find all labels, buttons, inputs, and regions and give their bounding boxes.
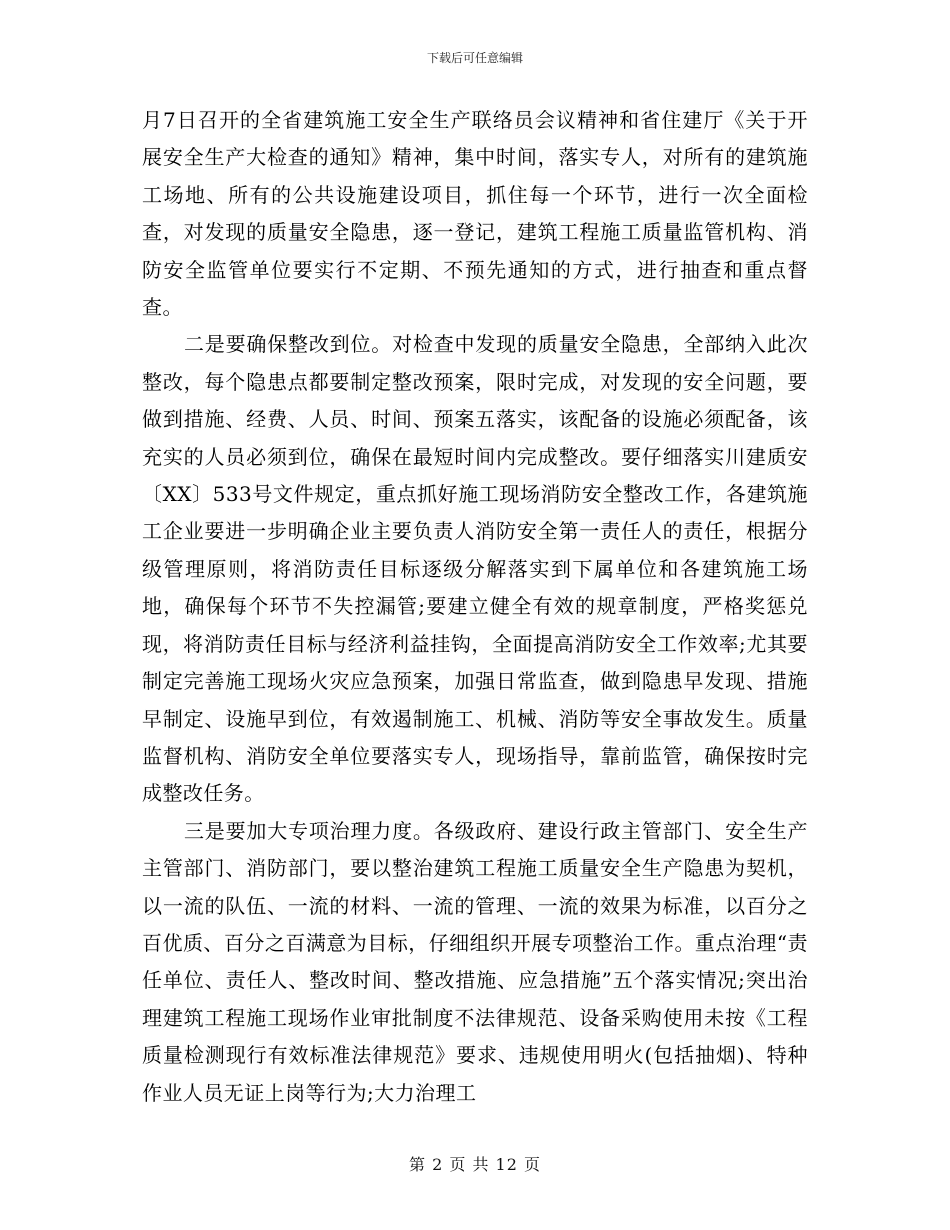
paragraph-continuation: 月7日召开的全省建筑施工安全生产联络员会议精神和省住建厅《关于开展安全生产大检查的通知》精神，集中时间，落实专人，对所有的建筑施工场地、所有的公共设施建设项目，抓住每一个环节，进行一次全面检查，对发现的质量安全隐患，逐一登记，建筑工程施工质量监管机构、消防安全监管单位要实行不定期、不预先通知的方式，进行抽查和重点督查。 [142,108,808,320]
paragraph-rectification: 二是要确保整改到位。对检查中发现的质量安全隐患，全部纳入此次整改，每个隐患点都要制定整改预案，限时完成，对发现的安全问题，要做到措施、经费、人员、时间、预案五落实，该配备的设施必须配备，该充实的人员必须到位，确保在最短时间内完成整改。要仔细落实川建质安〔XX〕533号文件规定，重点抓好施工现场消防安全整改工作，各建筑施工企业要进一步明确企业主要负责人消防安全第一责任人的责任，根据分级管理原则，将消防责任目标逐级分解落实到下属单位和各建筑施工场地，确保每个环节不失控漏管;要建立健全有效的规章制度，严格奖惩兑现，将消防责任目标与经济利益挂钩，全面提高消防安全工作效率;尤其要制定完善施工现场火灾应急预案，加强日常监查，做到隐患早发现、措施早制定、设施早到位，有效遏制施工、机械、消防等安全事故发生。质量监督机构、消防安全单位要落实专人，现场指导，靠前监管，确保按时完成整改任务。 [142,332,808,806]
document-body [142,102,808,1112]
paragraph-special-governance: 三是要加大专项治理力度。各级政府、建设行政主管部门、安全生产主管部门、消防部门，要以整治建筑工程施工质量安全生产隐患为契机，以一流的队伍、一流的材料、一流的管理、一流的效果为标准，以百分之百优质、百分之百满意为目标，仔细组织开展专项整治工作。重点治理“责任单位、责任人、整改时间、整改措施、应急措施”五个落实情况;突出治理建筑工程施工现场作业审批制度不法律规范、设备采购使用未按《工程质量检测现行有效标准法律规范》要求、违规使用明火(包括抽烟)、特种作业人员无证上岗等行为;大力治理工 [142,818,808,1105]
page-header: 下载后可任意编辑 [426,51,523,65]
page-number: 第 2 页 共 12 页 [409,1155,541,1174]
